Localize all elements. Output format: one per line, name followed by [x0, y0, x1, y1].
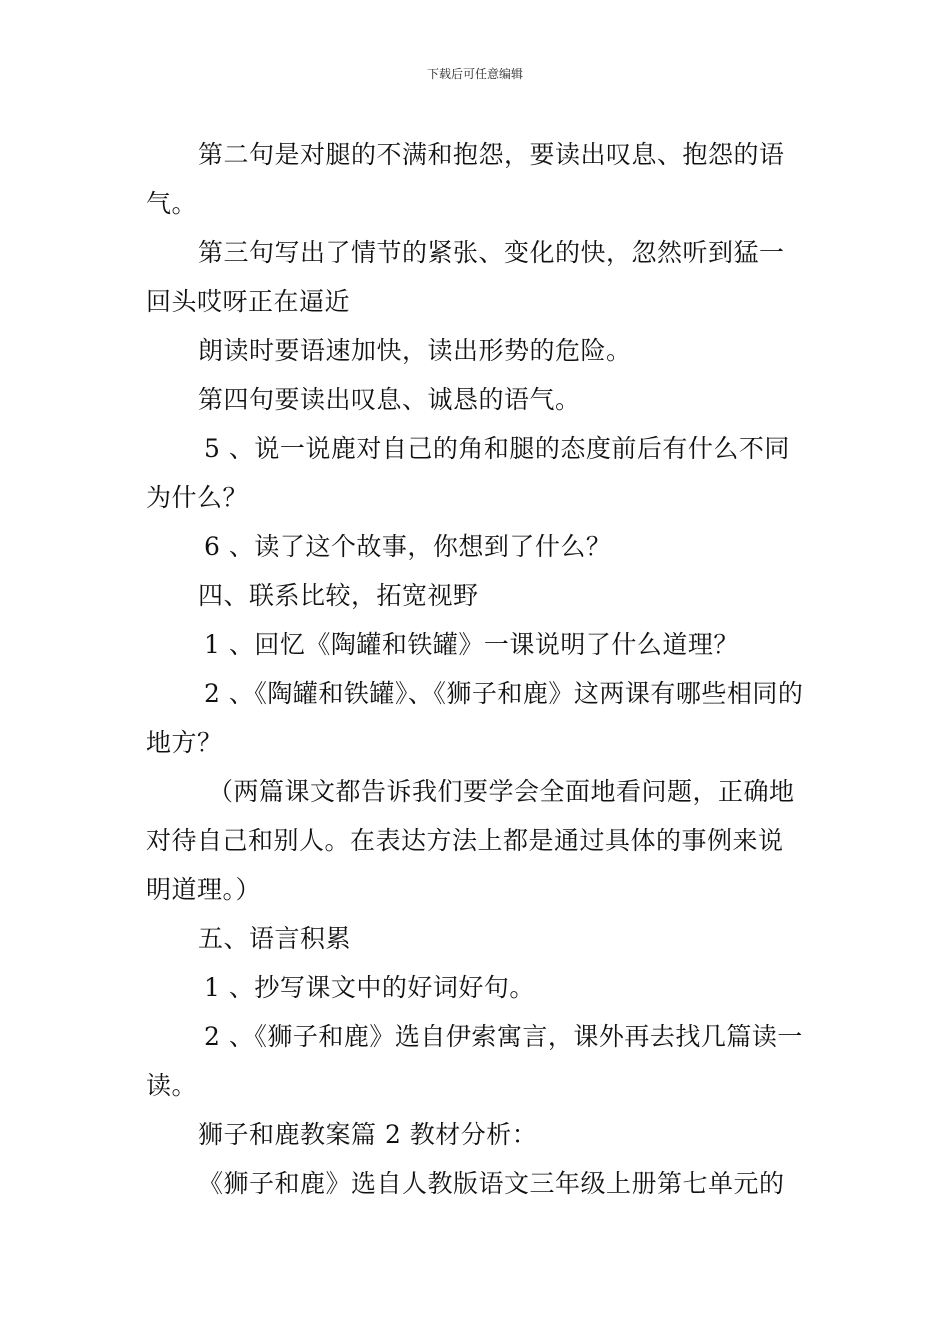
- page-header: 下载后可任意编辑: [426, 67, 523, 81]
- numbered-item: 1 、抄写课文中的好词好句。: [204, 973, 535, 1002]
- numbered-item: 1 、回忆《陶罐和铁罐》一课说明了什么道理？: [204, 630, 739, 659]
- section-heading: 狮子和鹿教案篇 2 教材分析：: [198, 1120, 538, 1149]
- paragraph: 第四句要读出叹息、诚恳的语气。: [198, 385, 581, 414]
- paragraph: 第三句写出了情节的紧张、变化的快，忽然听到猛一回头哎呀正在逼近: [146, 238, 785, 316]
- paragraph: 第二句是对腿的不满和抱怨，要读出叹息、抱怨的语气。: [146, 140, 785, 218]
- numbered-item: 6 、读了这个故事，你想到了什么？: [204, 532, 612, 561]
- parenthetical-note: （两篇课文都告诉我们要学会全面地看问题，正确地对待自己和别人。在表达方法上都是通过具体的事例来说明道理。）: [146, 777, 795, 904]
- section-heading: 五、语言积累: [198, 924, 352, 953]
- paragraph: 朗读时要语速加快，读出形势的危险。: [198, 336, 632, 365]
- section-heading: 四、联系比较，拓宽视野: [198, 581, 479, 610]
- document-body: [146, 130, 808, 1208]
- numbered-item: 2 、《陶罐和铁罐》、《狮子和鹿》这两课有哪些相同的地方？: [146, 679, 804, 757]
- numbered-item: 2 、《狮子和鹿》选自伊索寓言，课外再去找几篇读一读。: [146, 1022, 803, 1100]
- paragraph: 《狮子和鹿》选自人教版语文三年级上册第七单元的: [198, 1169, 785, 1198]
- numbered-item: 5 、说一说鹿对自己的角和腿的态度前后有什么不同为什么？: [146, 434, 790, 512]
